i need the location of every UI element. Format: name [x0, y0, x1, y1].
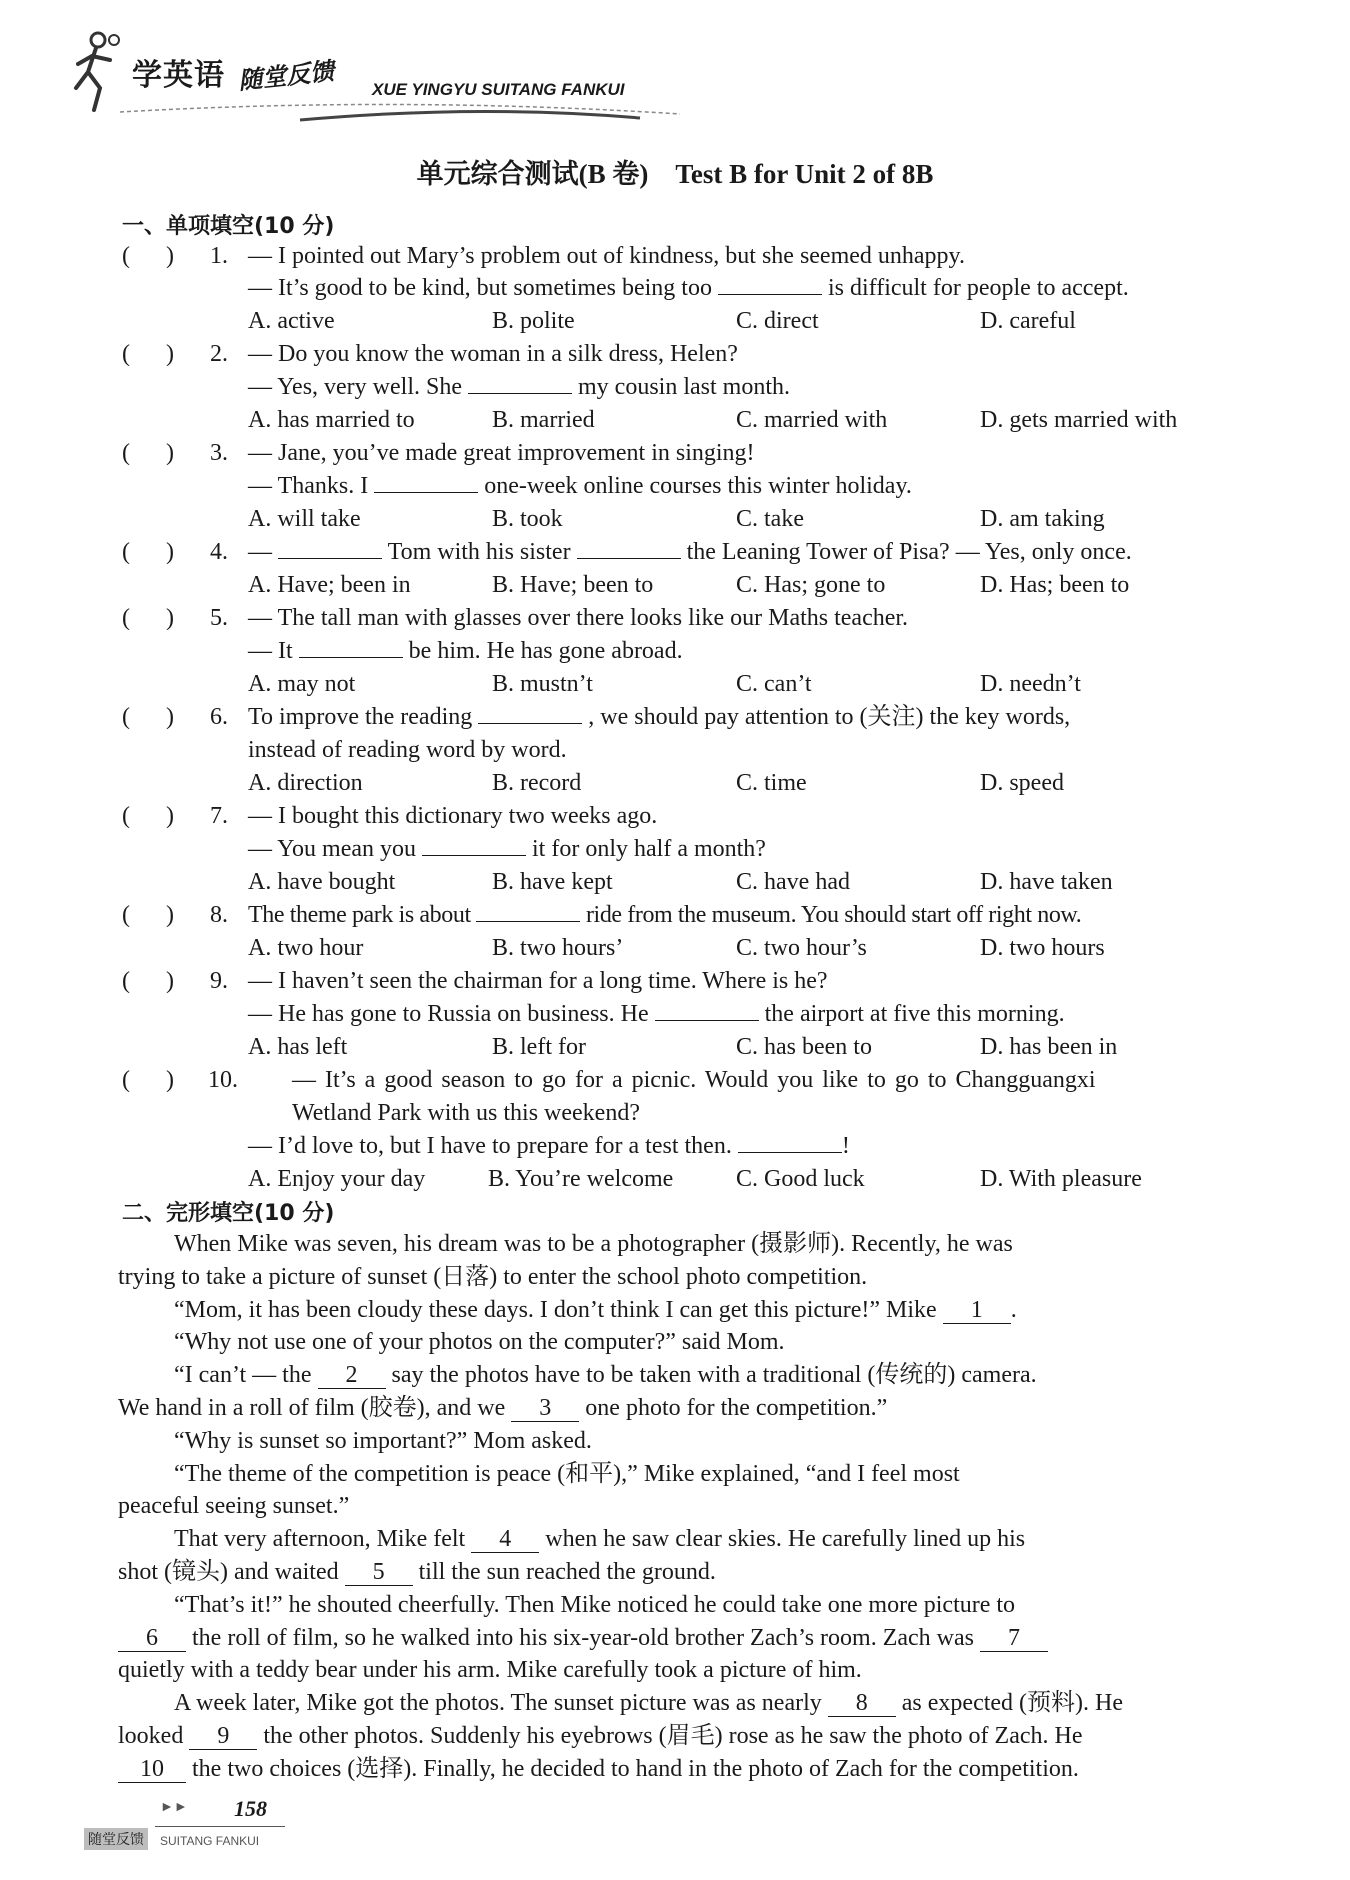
question-number: 1.: [210, 243, 228, 269]
cloze-blank[interactable]: 6: [118, 1625, 186, 1652]
footer-divider: [155, 1826, 285, 1827]
question-number: 5.: [210, 605, 228, 631]
logo-chinese-sub: 随堂反馈: [237, 57, 336, 95]
question-line: To improve the reading , we should pay attention to (关注) the key words,: [248, 701, 1070, 733]
question-line: — Do you know the woman in a silk dress, Helen?: [248, 341, 738, 367]
logo-english: XUE YINGYU SUITANG FANKUI: [372, 80, 625, 99]
paragraph: “Why not use one of your photos on the computer?” said Mom.: [174, 1329, 785, 1356]
option-c: C. take: [736, 506, 804, 532]
option-b: B. married: [492, 407, 595, 433]
paragraph: looked 9 the other photos. Suddenly his eyebrows (眉毛) rose as he saw the photo of Zach. He: [118, 1722, 1083, 1749]
paragraph: quietly with a teddy bear under his arm. Mike carefully took a picture of him.: [118, 1657, 862, 1684]
option-b: B. You’re welcome: [488, 1166, 674, 1192]
answer-paren[interactable]: ( ): [122, 341, 174, 367]
cloze-blank[interactable]: 8: [828, 1690, 896, 1717]
option-d: D. needn’t: [980, 671, 1081, 697]
option-d: D. have taken: [980, 869, 1113, 895]
question-line: — It’s a good season to go for a picnic. Would you like to go to Changguangxi: [292, 1067, 1096, 1093]
option-a: A. may not: [248, 671, 356, 697]
paragraph: A week later, Mike got the photos. The sunset picture was as nearly 8 as expected (预料). He: [174, 1690, 1124, 1717]
answer-blank[interactable]: [738, 1130, 842, 1153]
question-line: — It’s good to be kind, but sometimes being too is difficult for people to accept.: [248, 272, 1129, 304]
question-number: 9.: [210, 968, 228, 994]
answer-blank[interactable]: [655, 998, 759, 1021]
question-line: instead of reading word by word.: [248, 737, 567, 763]
answer-paren[interactable]: ( ): [122, 968, 174, 994]
question-line: — Tom with his sister the Leaning Tower of Pisa? — Yes, only once.: [248, 536, 1132, 568]
option-b: B. took: [492, 506, 563, 532]
option-b: B. record: [492, 770, 582, 796]
option-d: D. speed: [980, 770, 1064, 796]
question-line: Wetland Park with us this weekend?: [292, 1100, 640, 1126]
paragraph: “The theme of the competition is peace (和平),” Mike explained, “and I feel most: [174, 1460, 960, 1487]
logo-chinese: 学英语: [132, 58, 225, 93]
answer-paren[interactable]: ( ): [122, 539, 174, 565]
question-number: 10.: [208, 1067, 238, 1093]
option-c: C. Good luck: [736, 1166, 865, 1192]
question-number: 2.: [210, 341, 228, 367]
option-c: C. has been to: [736, 1034, 872, 1060]
question-line: — It be him. He has gone abroad.: [248, 635, 683, 667]
answer-blank[interactable]: [278, 536, 382, 559]
page-title: 单元综合测试(B 卷) Test B for Unit 2 of 8B: [416, 159, 934, 189]
cloze-blank[interactable]: 7: [980, 1625, 1048, 1652]
answer-blank[interactable]: [577, 536, 681, 559]
answer-blank[interactable]: [468, 371, 572, 394]
paragraph: peaceful seeing sunset.”: [118, 1493, 350, 1520]
page-header: [60, 20, 680, 120]
option-c: C. two hour’s: [736, 935, 867, 961]
answer-blank[interactable]: [374, 470, 478, 493]
paragraph: When Mike was seven, his dream was to be a photographer (摄影师). Recently, he was: [174, 1231, 1013, 1257]
option-a: A. will take: [248, 506, 361, 532]
option-c: C. Has; gone to: [736, 572, 886, 598]
section-2-heading: 二、完形填空(10 分): [122, 1201, 335, 1226]
answer-paren[interactable]: ( ): [122, 704, 174, 730]
option-d: D. careful: [980, 308, 1076, 334]
option-d: D. gets married with: [980, 407, 1178, 433]
option-b: B. mustn’t: [492, 671, 593, 697]
cloze-blank[interactable]: 4: [471, 1526, 539, 1553]
paragraph: trying to take a picture of sunset (日落) to enter the school photo competition.: [118, 1263, 868, 1290]
cloze-blank[interactable]: 9: [189, 1723, 257, 1750]
answer-paren[interactable]: ( ): [122, 440, 174, 466]
option-b: B. have kept: [492, 869, 613, 895]
option-c: C. can’t: [736, 671, 812, 697]
answer-paren[interactable]: ( ): [122, 803, 174, 829]
paragraph: 10 the two choices (选择). Finally, he decided to hand in the photo of Zach for the competition.: [118, 1753, 1238, 1786]
question-line: — I’d love to, but I have to prepare for a test then. !: [248, 1130, 850, 1162]
option-b: B. Have; been to: [492, 572, 654, 598]
option-c: C. time: [736, 770, 807, 796]
option-d: D. two hours: [980, 935, 1105, 961]
option-b: B. two hours’: [492, 935, 624, 961]
question-line: — The tall man with glasses over there looks like our Maths teacher.: [248, 605, 909, 631]
question-line: — He has gone to Russia on business. He the airport at five this morning.: [248, 998, 1065, 1030]
answer-blank[interactable]: [422, 833, 526, 856]
option-a: A. has left: [248, 1034, 348, 1060]
cloze-blank[interactable]: 1: [943, 1297, 1011, 1324]
answer-paren[interactable]: ( ): [122, 902, 174, 928]
cloze-blank[interactable]: 3: [511, 1395, 579, 1422]
page-number: 158: [234, 1796, 267, 1821]
section-1-heading: 一、单项填空(10 分): [122, 214, 335, 239]
option-d: D. am taking: [980, 506, 1105, 532]
paragraph: shot (镜头) and waited 5 till the sun reached the ground.: [118, 1558, 716, 1585]
cloze-blank[interactable]: 10: [118, 1756, 186, 1783]
answer-paren[interactable]: ( ): [122, 605, 174, 631]
answer-blank[interactable]: [718, 272, 822, 295]
paragraph: We hand in a roll of film (胶卷), and we 3 one photo for the competition.”: [118, 1394, 888, 1421]
option-d: D. With pleasure: [980, 1166, 1142, 1192]
paragraph: 6 the roll of film, so he walked into his six-year-old brother Zach’s room. Zach was 7: [118, 1622, 1238, 1655]
paragraph: “That’s it!” he shouted cheerfully. Then Mike noticed he could take one more picture to: [174, 1591, 1016, 1618]
answer-blank[interactable]: [478, 701, 582, 724]
footer-label: 随堂反馈: [84, 1828, 148, 1850]
play-arrow-icon: ►►: [160, 1800, 188, 1815]
question-number: 6.: [210, 704, 228, 730]
question-line: — I haven’t seen the chairman for a long time. Where is he?: [248, 968, 828, 994]
option-c: C. married with: [736, 407, 888, 433]
option-d: D. Has; been to: [980, 572, 1130, 598]
option-a: A. active: [248, 308, 335, 334]
option-d: D. has been in: [980, 1034, 1118, 1060]
paragraph: “Why is sunset so important?” Mom asked.: [174, 1427, 592, 1454]
question-line: — I pointed out Mary’s problem out of kindness, but she seemed unhappy.: [248, 243, 965, 269]
question-number: 3.: [210, 440, 228, 466]
option-a: A. Enjoy your day: [248, 1166, 426, 1192]
question-line: — Yes, very well. She my cousin last month.: [248, 371, 790, 403]
option-a: A. Have; been in: [248, 572, 411, 598]
runner-icon: [66, 30, 122, 114]
question-line: — Jane, you’ve made great improvement in singing!: [248, 440, 755, 466]
paragraph: That very afternoon, Mike felt 4 when he saw clear skies. He carefully lined up his: [174, 1526, 1026, 1553]
question-line: — Thanks. I one-week online courses this winter holiday.: [248, 470, 912, 502]
answer-paren[interactable]: ( ): [122, 243, 174, 269]
answer-blank[interactable]: [476, 899, 580, 922]
option-a: A. direction: [248, 770, 363, 796]
question-number: 8.: [210, 902, 228, 928]
question-number: 4.: [210, 539, 228, 565]
answer-blank[interactable]: [299, 635, 403, 658]
paragraph: “I can’t — the 2 say the photos have to be taken with a traditional (传统的) camera.: [174, 1362, 1037, 1389]
question-line: The theme park is about ride from the museum. You should start off right now.: [248, 899, 1081, 931]
question-line: — I bought this dictionary two weeks ago.: [248, 803, 658, 829]
cloze-passage: [118, 1228, 1238, 1786]
option-a: A. two hour: [248, 935, 364, 961]
paragraph: “Mom, it has been cloudy these days. I don’t think I can get this picture!” Mike 1 .: [174, 1296, 1017, 1323]
cloze-blank[interactable]: 2: [318, 1362, 386, 1389]
cloze-blank[interactable]: 5: [345, 1559, 413, 1586]
option-b: B. polite: [492, 308, 575, 334]
answer-paren[interactable]: ( ): [122, 1067, 174, 1093]
option-a: A. has married to: [248, 407, 415, 433]
question-line: — You mean you it for only half a month?: [248, 833, 766, 865]
question-number: 7.: [210, 803, 228, 829]
swoosh-decoration: [120, 102, 680, 132]
option-b: B. left for: [492, 1034, 586, 1060]
option-a: A. have bought: [248, 869, 396, 895]
option-c: C. have had: [736, 869, 850, 895]
footer-label-en: SUITANG FANKUI: [160, 1834, 260, 1848]
option-c: C. direct: [736, 308, 819, 334]
